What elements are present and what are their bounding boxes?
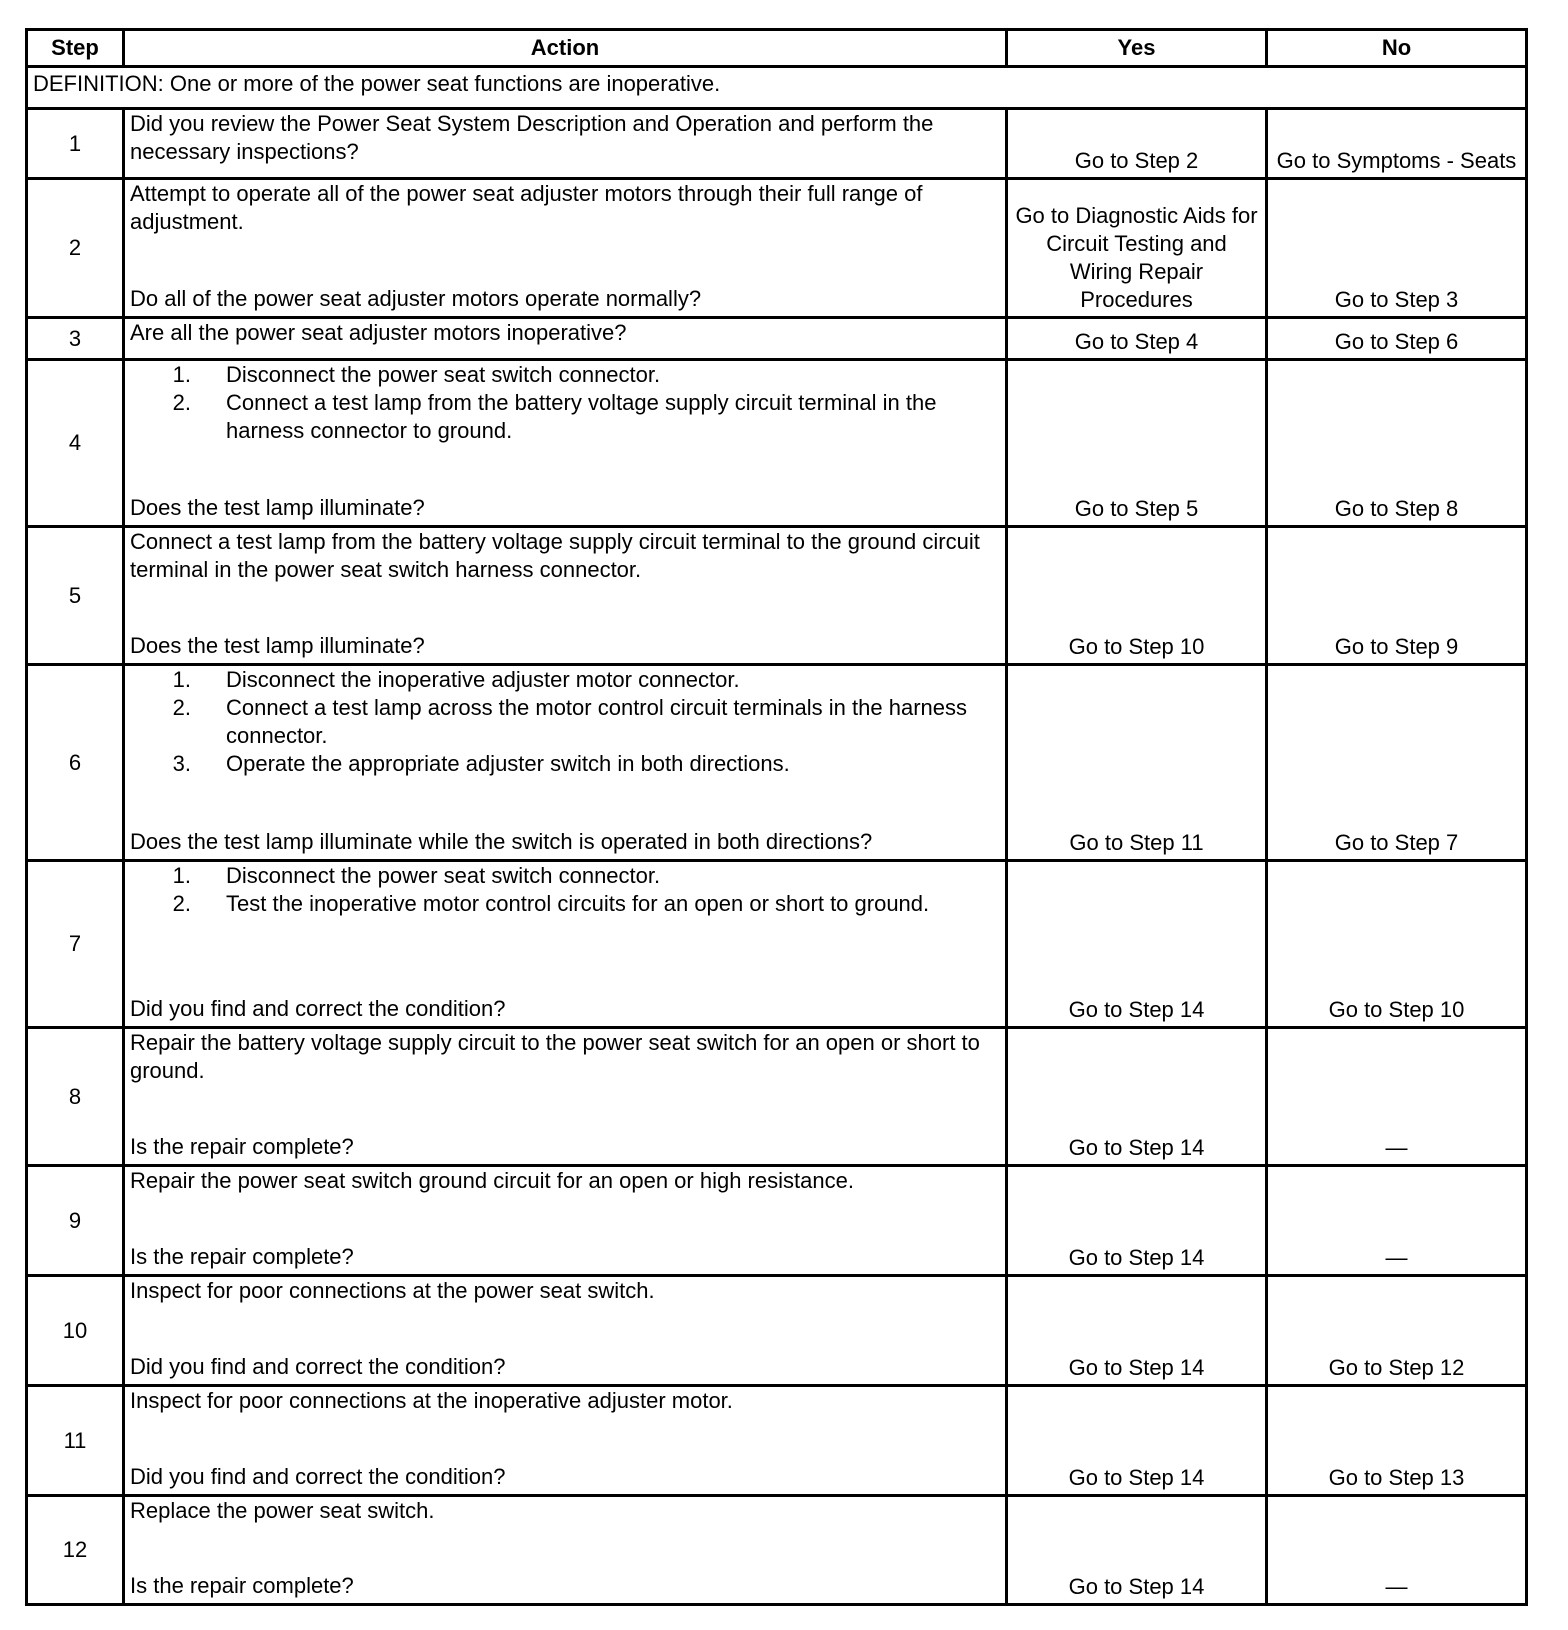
action-question: Did you find and correct the condition? [130, 1354, 506, 1379]
action-step-text: Disconnect the inoperative adjuster motor connector. [226, 667, 740, 692]
no-result: Go to Step 13 [1267, 1386, 1527, 1496]
table-row [27, 1276, 1527, 1386]
action-cell [124, 360, 1007, 527]
action-text: Inspect for poor connections at the inoperative adjuster motor. [130, 1388, 733, 1413]
action-instructions [130, 319, 1000, 347]
step-number: 2 [27, 179, 124, 318]
action-instructions [130, 862, 1000, 918]
action-instructions [130, 180, 1000, 236]
action-step-item [130, 862, 1000, 890]
action-content [130, 180, 1000, 313]
no-result: Go to Step 10 [1267, 861, 1527, 1028]
action-step-item [130, 694, 1000, 750]
action-content [130, 319, 1000, 355]
yes-result: Go to Step 14 [1007, 1496, 1267, 1605]
no-result: Go to Step 6 [1267, 318, 1527, 360]
no-result: Go to Symptoms - Seats [1267, 109, 1527, 179]
action-cell [124, 527, 1007, 665]
step-number: 8 [27, 1028, 124, 1166]
step-number: 5 [27, 527, 124, 665]
header-no: No [1267, 30, 1527, 67]
yes-result: Go to Step 14 [1007, 1166, 1267, 1276]
action-content [130, 1497, 1000, 1600]
action-text: Repair the battery voltage supply circuit to the power seat switch for an open or short to ground. [130, 1030, 980, 1083]
no-result: Go to Step 12 [1267, 1276, 1527, 1386]
step-number: 6 [27, 665, 124, 861]
header-row [27, 30, 1527, 67]
action-step-number: 2. [172, 695, 191, 720]
action-cell [124, 1386, 1007, 1496]
action-step-text: Operate the appropriate adjuster switch in both directions. [226, 751, 790, 776]
action-cell [124, 1496, 1007, 1605]
action-cell [124, 861, 1007, 1028]
action-instructions [130, 361, 1000, 445]
table-row [27, 179, 1527, 318]
action-instructions [130, 110, 1000, 166]
action-cell [124, 318, 1007, 360]
table-row [27, 527, 1527, 665]
action-question: Do all of the power seat adjuster motors operate normally? [130, 286, 702, 311]
yes-result: Go to Diagnostic Aids for Circuit Testing and Wiring Repair Procedures [1007, 179, 1267, 318]
diagnostic-table [25, 28, 1528, 1606]
action-instructions [130, 1167, 1000, 1195]
yes-result: Go to Step 14 [1007, 1028, 1267, 1166]
table-row [27, 318, 1527, 360]
action-step-number: 3. [172, 751, 191, 776]
table-row [27, 360, 1527, 527]
action-step-text: Connect a test lamp from the battery voltage supply circuit terminal in the harness connector to ground. [226, 390, 937, 443]
action-cell [124, 1028, 1007, 1166]
yes-result: Go to Step 4 [1007, 318, 1267, 360]
action-text: Are all the power seat adjuster motors inoperative? [130, 320, 627, 345]
header-step: Step [27, 30, 124, 67]
action-step-item [130, 750, 1000, 778]
table-row [27, 665, 1527, 861]
action-text: Connect a test lamp from the battery voltage supply circuit terminal to the ground circuit terminal in the power seat switch harness connector. [130, 529, 980, 582]
table-row [27, 1028, 1527, 1166]
action-step-number: 2. [172, 891, 191, 916]
action-content [130, 1277, 1000, 1381]
yes-result: Go to Step 10 [1007, 527, 1267, 665]
table-row [27, 1386, 1527, 1496]
table-row [27, 1166, 1527, 1276]
action-step-text: Test the inoperative motor control circuits for an open or short to ground. [226, 891, 930, 916]
no-result: Go to Step 8 [1267, 360, 1527, 527]
no-result: Go to Step 7 [1267, 665, 1527, 861]
action-cell [124, 1166, 1007, 1276]
step-number: 3 [27, 318, 124, 360]
action-step-number: 1. [172, 667, 191, 692]
no-result: — [1267, 1028, 1527, 1166]
table-row [27, 861, 1527, 1028]
step-number: 4 [27, 360, 124, 527]
yes-result: Go to Step 11 [1007, 665, 1267, 861]
action-content [130, 528, 1000, 660]
action-text: Did you review the Power Seat System Description and Operation and perform the necessary inspections? [130, 111, 934, 164]
action-text: Replace the power seat switch. [130, 1498, 435, 1523]
action-step-number: 2. [172, 390, 191, 415]
no-result: Go to Step 3 [1267, 179, 1527, 318]
action-step-text: Disconnect the power seat switch connector. [226, 863, 661, 888]
action-content [130, 666, 1000, 856]
action-content [130, 1029, 1000, 1161]
action-question: Is the repair complete? [130, 1244, 354, 1269]
step-number: 7 [27, 861, 124, 1028]
action-question: Does the test lamp illuminate? [130, 495, 425, 520]
action-instructions [130, 1029, 1000, 1085]
action-content [130, 1167, 1000, 1271]
no-result: — [1267, 1166, 1527, 1276]
no-result: Go to Step 9 [1267, 527, 1527, 665]
action-instructions [130, 528, 1000, 584]
step-number: 1 [27, 109, 124, 179]
table-row [27, 1496, 1527, 1605]
action-question: Did you find and correct the condition? [130, 996, 506, 1021]
yes-result: Go to Step 2 [1007, 109, 1267, 179]
step-number: 11 [27, 1386, 124, 1496]
action-instructions [130, 1497, 1000, 1525]
action-step-item [130, 890, 1000, 918]
action-step-item [130, 361, 1000, 389]
step-number: 9 [27, 1166, 124, 1276]
yes-result: Go to Step 14 [1007, 1386, 1267, 1496]
action-steps-list [130, 666, 1000, 778]
action-question: Is the repair complete? [130, 1573, 354, 1598]
yes-result: Go to Step 14 [1007, 1276, 1267, 1386]
table-row [27, 109, 1527, 179]
action-question: Does the test lamp illuminate? [130, 633, 425, 658]
action-text: Attempt to operate all of the power seat adjuster motors through their full range of adjustment. [130, 181, 923, 234]
action-cell [124, 109, 1007, 179]
action-question: Does the test lamp illuminate while the switch is operated in both directions? [130, 829, 873, 854]
action-text: Inspect for poor connections at the power seat switch. [130, 1278, 655, 1303]
action-instructions [130, 1387, 1000, 1415]
action-text: Repair the power seat switch ground circuit for an open or high resistance. [130, 1168, 854, 1193]
yes-result: Go to Step 5 [1007, 360, 1267, 527]
header-yes: Yes [1007, 30, 1267, 67]
no-result: — [1267, 1496, 1527, 1605]
definition-row [27, 67, 1527, 109]
action-step-number: 1. [172, 362, 191, 387]
action-content [130, 862, 1000, 1023]
action-step-item [130, 666, 1000, 694]
step-number: 10 [27, 1276, 124, 1386]
action-question: Is the repair complete? [130, 1134, 354, 1159]
action-steps-list [130, 361, 1000, 445]
yes-result: Go to Step 14 [1007, 861, 1267, 1028]
step-number: 12 [27, 1496, 124, 1605]
action-content [130, 110, 1000, 174]
action-step-text: Connect a test lamp across the motor control circuit terminals in the harness connector. [226, 695, 967, 748]
action-step-item [130, 389, 1000, 445]
action-step-text: Disconnect the power seat switch connector. [226, 362, 661, 387]
definition-text: DEFINITION: One or more of the power seat functions are inoperative. [27, 67, 1527, 109]
header-action: Action [124, 30, 1007, 67]
action-cell [124, 665, 1007, 861]
action-content [130, 1387, 1000, 1491]
action-question: Did you find and correct the condition? [130, 1464, 506, 1489]
action-content [130, 361, 1000, 522]
action-steps-list [130, 862, 1000, 918]
action-cell [124, 179, 1007, 318]
action-instructions [130, 666, 1000, 778]
action-cell [124, 1276, 1007, 1386]
action-instructions [130, 1277, 1000, 1305]
action-step-number: 1. [172, 863, 191, 888]
